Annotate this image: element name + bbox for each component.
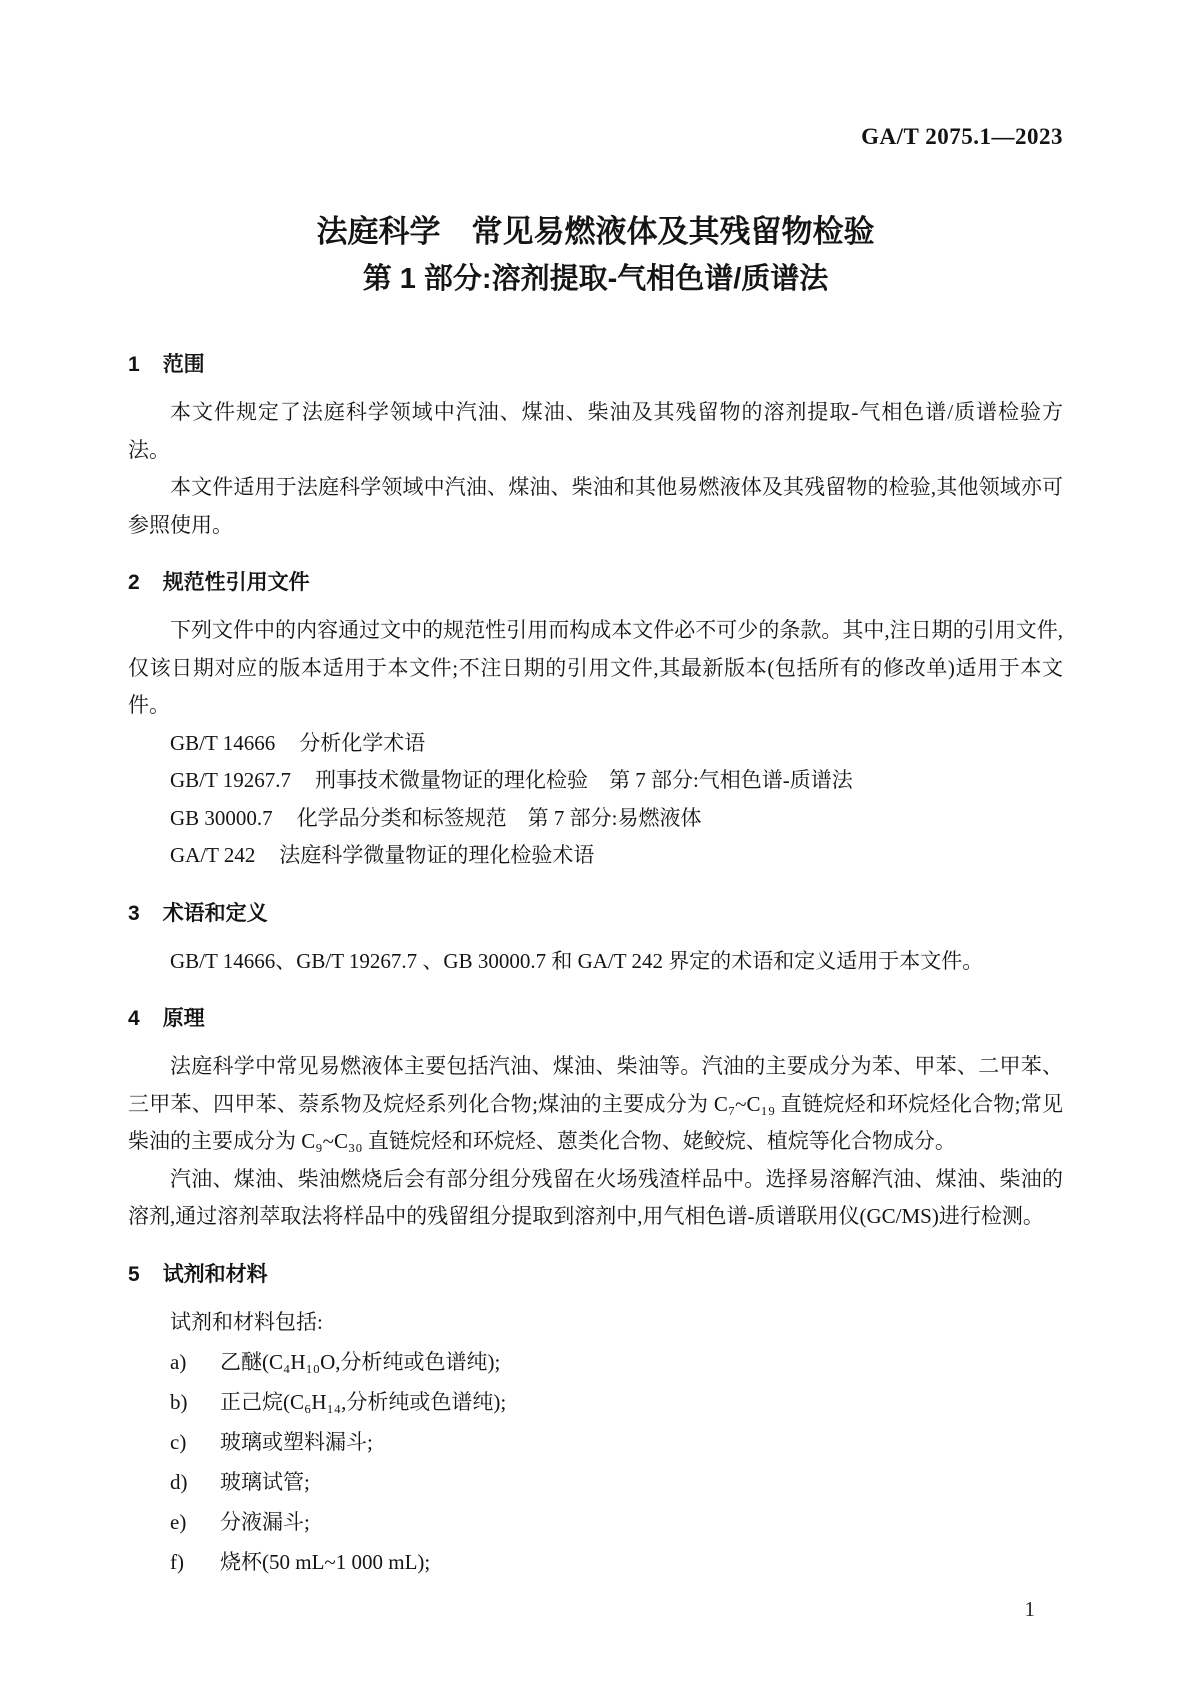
section-number: 4: [128, 1007, 140, 1030]
section-title: 范围: [162, 353, 205, 376]
list-item-marker: c): [170, 1429, 187, 1454]
reference-title: 化学品分类和标签规范 第 7 部分:易燃液体: [296, 805, 702, 830]
doc-title-line1: 法庭科学 常见易燃液体及其残留物检验: [316, 214, 875, 249]
list-intro: 试剂和材料包括:: [170, 1309, 323, 1334]
section-number: 2: [128, 571, 140, 594]
section-number: 5: [128, 1262, 140, 1286]
reference-item: [128, 800, 1063, 838]
section-normative-references-heading: [128, 564, 1063, 602]
section-title: 术语和定义: [162, 901, 268, 925]
reference-title: 刑事技术微量物证的理化检验 第 7 部分:气相色谱-质谱法: [314, 768, 853, 792]
paragraph: 汽油、煤油、柴油燃烧后会有部分组分残留在火场残渣样品中。选择易溶解汽油、煤油、柴油的溶剂,通过溶剂萃取法将样品中的残留组分提取到溶剂中,用气相色谱-质谱联用仪(GC/MS)进行检测。: [128, 1166, 1063, 1228]
list-item-text: 玻璃试管;: [220, 1469, 310, 1494]
section-number: 1: [128, 353, 140, 376]
list-item-marker: e): [170, 1509, 187, 1534]
list-item-marker: d): [170, 1469, 188, 1494]
reference-item: [128, 725, 1063, 763]
section-number: 3: [128, 901, 140, 925]
section-title: 试剂和材料: [162, 1262, 268, 1286]
list-item: [128, 1544, 1063, 1582]
section-title: 原理: [162, 1007, 205, 1030]
reference-item: [128, 762, 1063, 800]
list-item: [128, 1424, 1063, 1462]
reference-code: GB 30000.7: [170, 805, 273, 830]
doc-title-line2: 第 1 部分:溶剂提取-气相色谱/质谱法: [362, 263, 829, 295]
section-reagents-materials-heading: [128, 1256, 1063, 1294]
paragraph: 下列文件中的内容通过文中的规范性引用而构成本文件必不可少的条款。其中,注日期的引用文件,仅该日期对应的版本适用于本文件;不注日期的引用文件,其最新版本(包括所有的修改单)适用于本文件。: [128, 618, 1063, 717]
list-item-text: 玻璃或塑料漏斗;: [220, 1429, 373, 1454]
page-number: 1: [1024, 1597, 1035, 1621]
list-item-text: 分液漏斗;: [220, 1509, 310, 1534]
paragraph: GB/T 14666、GB/T 19267.7 、GB 30000.7 和 GA/T 242 界定的术语和定义适用于本文件。: [170, 948, 984, 973]
section-principle-heading: [128, 1000, 1063, 1038]
reference-item: [128, 837, 1063, 875]
section-reagents-materials: [128, 1256, 1063, 1582]
doc-code: GA/T 2075.1—2023: [861, 124, 1063, 149]
paragraph: 本文件规定了法庭科学领域中汽油、煤油、柴油及其残留物的溶剂提取-气相色谱/质谱检验方法。: [128, 400, 1063, 462]
list-item: [128, 1344, 1063, 1382]
reference-title: 分析化学术语: [299, 730, 426, 755]
section-terms-definitions: [128, 895, 1063, 981]
list-item-text: 正己烷(C₆H₁₄,分析纯或色谱纯);: [220, 1389, 507, 1414]
section-terms-definitions-heading: [128, 895, 1063, 933]
list-item-text: 乙醚(C₄H₁₀O,分析纯或色谱纯);: [220, 1349, 501, 1374]
section-principle: [128, 1000, 1063, 1236]
section-scope: [128, 346, 1063, 544]
list-item-marker: a): [170, 1349, 187, 1374]
reference-code: GA/T 242: [170, 843, 256, 867]
section-title: 规范性引用文件: [162, 571, 310, 594]
list-item-text: 烧杯(50 mL~1 000 mL);: [220, 1549, 431, 1574]
reagents-list: [128, 1344, 1063, 1582]
paragraph: 本文件适用于法庭科学领域中汽油、煤油、柴油和其他易燃液体及其残留物的检验,其他领域亦可参照使用。: [128, 475, 1063, 537]
paragraph: 法庭科学中常见易燃液体主要包括汽油、煤油、柴油等。汽油的主要成分为苯、甲苯、二甲苯、三甲苯、四甲苯、萘系物及烷烃系列化合物;煤油的主要成分为 C₇~C₁₉ 直链烷烃和环烷烃化合物;常见柴油的主要成分为 C₉~C₃₀ 直链烷烃和环烷烃、蒽类化合物、姥鲛烷、植烷等化合物成分。: [128, 1054, 1063, 1153]
list-item-marker: f): [170, 1549, 184, 1574]
list-item-marker: b): [170, 1389, 188, 1414]
list-item: [128, 1504, 1063, 1542]
section-normative-references: [128, 564, 1063, 875]
reference-title: 法庭科学微量物证的理化检验术语: [279, 843, 595, 867]
list-item: [128, 1464, 1063, 1502]
reference-code: GB/T 14666: [170, 730, 276, 755]
reference-code: GB/T 19267.7: [170, 768, 291, 792]
section-scope-heading: [128, 346, 1063, 384]
list-item: [128, 1384, 1063, 1422]
